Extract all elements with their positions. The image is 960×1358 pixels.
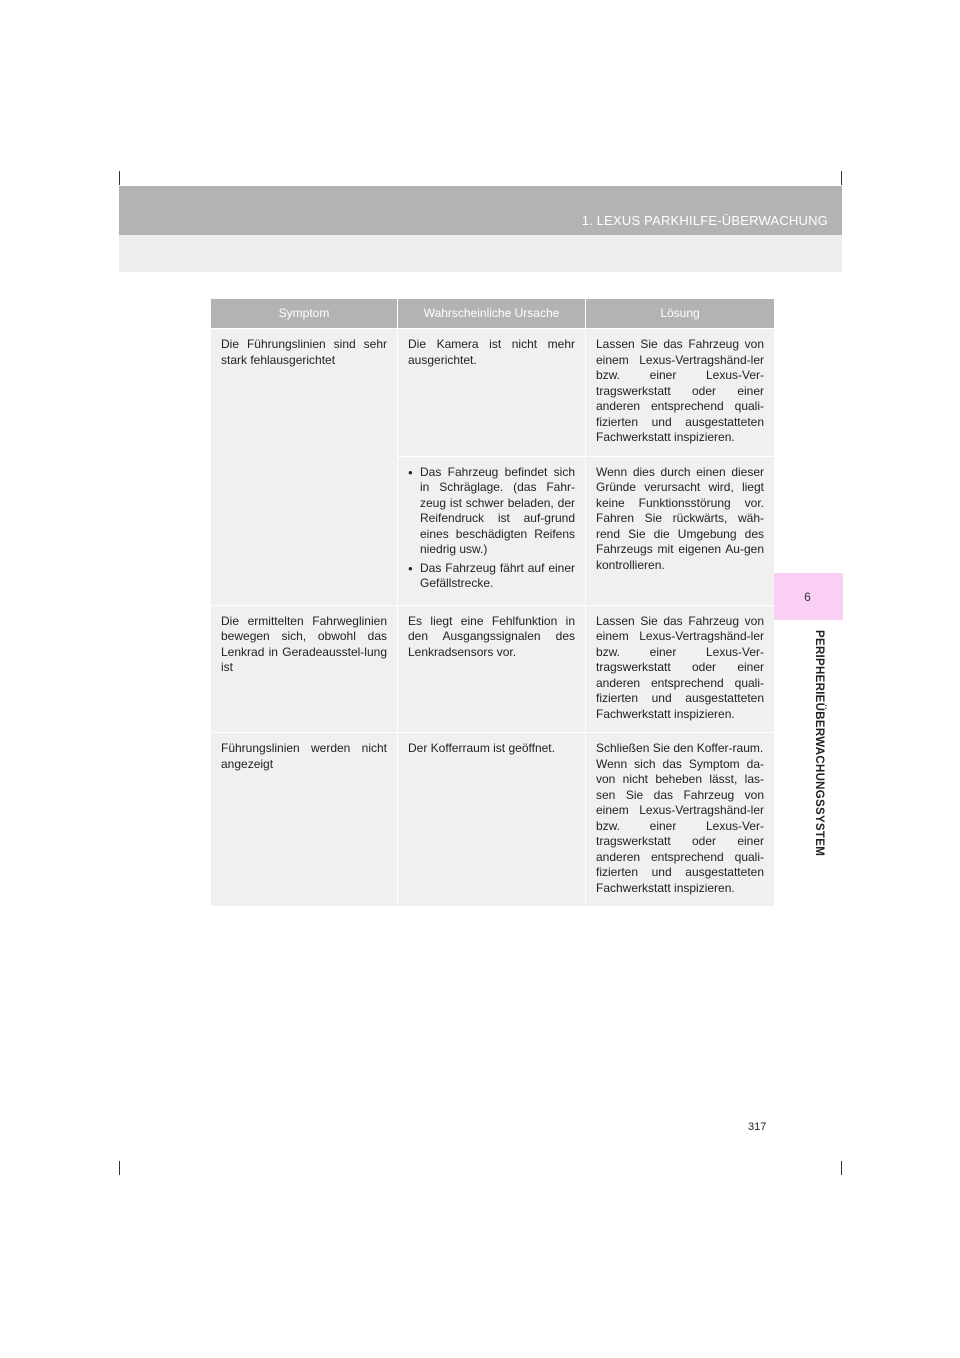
crop-mark-bottom-right <box>841 1161 842 1175</box>
chapter-number: 6 <box>804 589 811 604</box>
table-row <box>211 328 774 456</box>
chapter-side-title: PERIPHERIEÜBERWACHUNGSSYSTEM <box>813 630 825 857</box>
symptom-cell: Führungslinien werden nicht angezeigt <box>211 732 398 906</box>
table-row <box>211 605 774 733</box>
list-item: ● Das Fahrzeug fährt auf einer Gefällstrecke. <box>408 561 575 592</box>
symptom-cell: Die Führungslinien sind sehr stark fehlausgerichtet <box>211 328 398 605</box>
column-header-solution: Lösung <box>586 299 774 328</box>
table-row <box>211 732 774 906</box>
crop-mark-top-left <box>119 171 120 185</box>
page-number: 317 <box>748 1121 767 1133</box>
troubleshooting-table <box>211 299 774 906</box>
symptom-cell: Die ermittelten Fahrweglinien bewegen sich, obwohl das Lenkrad in Geradeausstel-lung ist <box>211 605 398 733</box>
solution-cell: Wenn dies durch einen dieser Gründe verursacht wird, liegt keine Funktionsstörung vor. Fahren Sie rückwärts, wäh-rend Sie die Umgebung des Fahrzeugs mit eigenen Au-gen kontrollieren. <box>586 456 774 605</box>
chapter-tab <box>772 573 843 620</box>
crop-mark-top-right <box>841 171 842 185</box>
cause-cell: Die Kamera ist nicht mehr ausgerichtet. <box>398 328 586 456</box>
crop-mark-bottom-left <box>119 1161 120 1175</box>
solution-text-2: Wenn sich das Symptom da-von nicht beheben lässt, las-sen Sie das Fahrzeug von einem Lexus-Vertragshänd-ler bzw. einer Lexus-Ver-tragswerkstatt oder einer anderen entsprechend quali-fizierten und ausgestatteten Fachwerkstatt inspizieren. <box>596 756 764 895</box>
table-header-row <box>211 299 774 328</box>
cause-cell <box>398 456 586 605</box>
solution-cell: Lassen Sie das Fahrzeug von einem Lexus-Vertragshänd-ler bzw. einer Lexus-Ver-tragswerkstatt oder einer anderen entsprechend quali-fizierten und ausgestatteten Fachwerkstatt inspizieren. <box>586 605 774 733</box>
solution-cell <box>586 732 774 906</box>
cause-cell: Der Kofferraum ist geöffnet. <box>398 732 586 906</box>
solution-cell: Lassen Sie das Fahrzeug von einem Lexus-Vertragshänd-ler bzw. einer Lexus-Ver-tragswerkstatt oder einer anderen entsprechend quali-fizierten und ausgestatteten Fachwerkstatt inspizieren. <box>586 328 774 456</box>
section-title: 1. LEXUS PARKHILFE-ÜBERWACHUNG <box>581 213 828 228</box>
section-header <box>119 186 842 235</box>
cause-list <box>408 465 575 592</box>
column-header-symptom: Symptom <box>211 299 398 328</box>
list-item: ● Das Fahrzeug befindet sich in Schräglage. (das Fahr-zeug ist schwer beladen, der Reifendruck ist auf-grund eines beschädigten Reifens niedrig usw.) <box>408 465 575 558</box>
column-header-cause: Wahrscheinliche Ursache <box>398 299 586 328</box>
header-subband <box>119 235 842 272</box>
cause-cell: Es liegt eine Fehlfunktion in den Ausgangssignalen des Lenkradsensors vor. <box>398 605 586 733</box>
solution-text-1: Schließen Sie den Koffer-raum. <box>596 741 764 755</box>
